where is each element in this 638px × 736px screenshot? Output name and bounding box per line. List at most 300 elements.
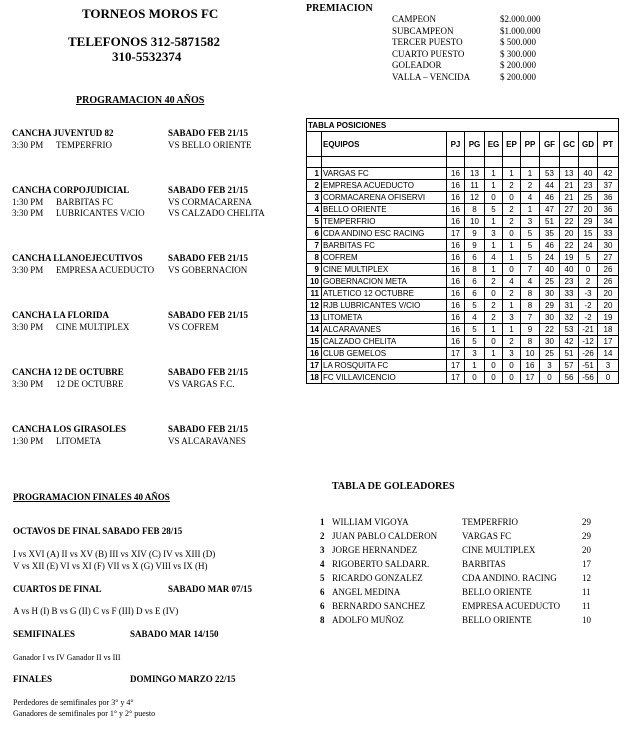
spacer-cell xyxy=(560,157,579,168)
scorer-rank: 2 xyxy=(320,531,325,541)
stat-gd: -26 xyxy=(579,348,598,360)
stat-pg: 6 xyxy=(465,252,485,264)
stat-gc: 51 xyxy=(560,348,579,360)
standings-row xyxy=(307,324,619,336)
column-header: GF xyxy=(540,132,560,157)
team-position: 3 xyxy=(307,192,322,204)
scorer-team: BARBITAS xyxy=(462,559,506,569)
scorer-rank: 8 xyxy=(320,615,325,625)
team-position: 9 xyxy=(307,264,322,276)
stat-ep: 1 xyxy=(503,240,521,252)
team-name: LITOMETA xyxy=(322,312,447,324)
standings-row xyxy=(307,276,619,288)
stat-pt: 36 xyxy=(598,192,619,204)
stat-pt: 36 xyxy=(598,204,619,216)
finales-date: DOMINGO MARZO 22/15 xyxy=(130,674,236,684)
finales-label: FINALES xyxy=(13,674,53,684)
venue-date: SABADO FEB 21/15 xyxy=(168,128,249,138)
standings-row xyxy=(307,288,619,300)
prize-label: GOLEADOR xyxy=(392,60,442,70)
scorer-rank: 6 xyxy=(320,587,325,597)
stat-pt: 30 xyxy=(598,240,619,252)
spacer-cell xyxy=(521,157,540,168)
stat-pj: 16 xyxy=(447,240,465,252)
stat-gd: 5 xyxy=(579,252,598,264)
venue-date: SABADO FEB 21/15 xyxy=(168,424,249,434)
stat-ep: 1 xyxy=(503,300,521,312)
page-title: TORNEOS MOROS FC xyxy=(82,6,219,21)
stat-gf: 40 xyxy=(540,264,560,276)
column-header: EQUIPOS xyxy=(322,132,447,157)
stat-ep: 1 xyxy=(503,324,521,336)
stat-gd: -2 xyxy=(579,300,598,312)
stat-ep: 3 xyxy=(503,312,521,324)
prize-label: SUBCAMPEON xyxy=(392,25,454,36)
stat-gd: 40 xyxy=(579,168,598,180)
prize-amount: $ 200.000 xyxy=(500,71,536,82)
scorer-goals: 11 xyxy=(582,587,591,597)
match-home-team: LUBRICANTES V/CIO xyxy=(56,208,145,218)
scorer-goals: 17 xyxy=(582,559,591,569)
match-away-team: VS GOBERNACION xyxy=(168,265,248,275)
team-position: 13 xyxy=(307,312,322,324)
finals-note-2: Ganadores de semifinales por 1° y 2° puesto xyxy=(13,709,156,718)
stat-pj: 16 xyxy=(447,324,465,336)
venue-name: CANCHA LA FLORIDA xyxy=(12,310,110,320)
standings-row xyxy=(307,312,619,324)
stat-gd: 29 xyxy=(579,216,598,228)
stat-gf: 30 xyxy=(540,336,560,348)
standings-row xyxy=(307,168,619,180)
scorer-goals: 20 xyxy=(582,545,591,555)
team-name: BELLO ORIENTE xyxy=(322,204,447,216)
scorer-rank: 6 xyxy=(320,601,325,611)
stat-ep: 0 xyxy=(503,228,521,240)
stat-gf: 47 xyxy=(540,204,560,216)
octavos-line-1: I vs XVI (A) II vs XV (B) III vs XIV (C) IV vs XIII (D) xyxy=(13,549,216,559)
venue-date: SABADO FEB 21/15 xyxy=(168,310,249,320)
stat-gf: 30 xyxy=(540,288,560,300)
team-name: RJB LUBRICANTES V/CIO xyxy=(322,300,447,312)
stat-gf: 29 xyxy=(540,300,560,312)
stat-pp: 7 xyxy=(521,264,540,276)
standings-row xyxy=(307,192,619,204)
stat-pt: 34 xyxy=(598,216,619,228)
stat-ep: 3 xyxy=(503,348,521,360)
stat-pt: 20 xyxy=(598,300,619,312)
finals-title: PROGRAMACION FINALES 40 AÑOS xyxy=(13,492,170,502)
stat-eg: 2 xyxy=(485,276,503,288)
prize-amount: $ 500.000 xyxy=(500,37,536,47)
stat-pg: 8 xyxy=(465,204,485,216)
stat-ep: 2 xyxy=(503,288,521,300)
stat-gd: -12 xyxy=(579,336,598,348)
team-position: 12 xyxy=(307,300,322,312)
match-time: 3:30 PM xyxy=(12,140,44,150)
team-name: ALCARAVANES xyxy=(322,324,447,336)
stat-gf: 35 xyxy=(540,228,560,240)
semis-label: SEMIFINALES xyxy=(13,629,76,639)
stat-pj: 16 xyxy=(447,312,465,324)
stat-pt: 17 xyxy=(598,336,619,348)
team-position: 1 xyxy=(307,168,322,180)
stat-pj: 16 xyxy=(447,192,465,204)
scorer-rank: 1 xyxy=(320,517,325,527)
stat-gc: 53 xyxy=(560,324,579,336)
standings-row xyxy=(307,336,619,348)
stat-pg: 8 xyxy=(465,264,485,276)
scorer-team: TEMPERFRIO xyxy=(462,517,519,527)
stat-gd: -21 xyxy=(579,324,598,336)
team-name: GOBERNACION META xyxy=(322,276,447,288)
scorer-team: CINE MULTIPLEX xyxy=(462,545,536,555)
match-home-team: LITOMETA xyxy=(56,436,102,446)
scorer-goals: 29 xyxy=(582,517,591,527)
venue-date: SABADO FEB 21/15 xyxy=(168,185,249,195)
stat-eg: 1 xyxy=(485,324,503,336)
stat-gd: 24 xyxy=(579,240,598,252)
standings-table xyxy=(306,118,619,384)
scorer-rank: 4 xyxy=(320,559,325,569)
stat-eg: 0 xyxy=(485,288,503,300)
standings-row xyxy=(307,360,619,372)
stat-gf: 53 xyxy=(540,168,560,180)
stat-ep: 1 xyxy=(503,168,521,180)
match-home-team: EMPRESA ACUEDUCTO xyxy=(56,265,155,275)
octavos-label: OCTAVOS DE FINAL SABADO FEB 28/15 xyxy=(13,526,183,536)
stat-gd: -51 xyxy=(579,360,598,372)
stat-ep: 2 xyxy=(503,336,521,348)
team-position: 14 xyxy=(307,324,322,336)
stat-pg: 0 xyxy=(465,372,485,384)
stat-pt: 42 xyxy=(598,168,619,180)
scorer-rank: 5 xyxy=(320,573,325,583)
stat-gc: 31 xyxy=(560,300,579,312)
stat-pg: 11 xyxy=(465,180,485,192)
scorer-rank: 3 xyxy=(320,545,325,555)
team-name: ATLETICO 12 OCTUBRE xyxy=(322,288,447,300)
stat-gc: 22 xyxy=(560,240,579,252)
stat-gf: 51 xyxy=(540,216,560,228)
stat-gc: 23 xyxy=(560,276,579,288)
venue-name: CANCHA LOS GIRASOLES xyxy=(12,424,127,434)
spacer-cell xyxy=(485,157,503,168)
spacer-cell xyxy=(598,157,619,168)
team-name: LA ROSQUITA FC xyxy=(322,360,447,372)
stat-pt: 18 xyxy=(598,324,619,336)
team-position: 17 xyxy=(307,360,322,372)
stat-gc: 22 xyxy=(560,216,579,228)
scorers-title: TABLA DE GOLEADORES xyxy=(332,481,455,492)
stat-pg: 6 xyxy=(465,276,485,288)
stat-pj: 16 xyxy=(447,288,465,300)
stat-eg: 1 xyxy=(485,264,503,276)
stat-eg: 1 xyxy=(485,348,503,360)
scorer-team: BELLO ORIENTE xyxy=(462,587,532,597)
venue-date: SABADO FEB 21/15 xyxy=(168,367,249,377)
team-position: 18 xyxy=(307,372,322,384)
standings-row xyxy=(307,264,619,276)
scorer-name: JUAN PABLO CALDERON xyxy=(332,531,438,541)
stat-gc: 19 xyxy=(560,252,579,264)
stat-pg: 13 xyxy=(465,168,485,180)
column-header: EG xyxy=(485,132,503,157)
prize-amount: $1.000.000 xyxy=(500,25,541,36)
scorer-name: RICARDO GONZALEZ xyxy=(332,573,423,583)
stat-pg: 4 xyxy=(465,312,485,324)
team-name: FC VILLAVICENCIO xyxy=(322,372,447,384)
stat-pg: 10 xyxy=(465,216,485,228)
stat-gf: 25 xyxy=(540,348,560,360)
team-position: 15 xyxy=(307,336,322,348)
stat-ep: 0 xyxy=(503,360,521,372)
scorer-goals: 29 xyxy=(582,531,591,541)
stat-eg: 4 xyxy=(485,252,503,264)
team-position: 16 xyxy=(307,348,322,360)
stat-pg: 5 xyxy=(465,324,485,336)
standings-title: TABLA POSICIONES xyxy=(307,119,619,132)
stat-pp: 1 xyxy=(521,204,540,216)
match-home-team: CINE MULTIPLEX xyxy=(56,322,130,332)
column-header: PG xyxy=(465,132,485,157)
scorer-team: EMPRESA ACUEDUCTO xyxy=(462,601,561,611)
match-time: 1:30 PM xyxy=(12,197,44,207)
stat-gf: 25 xyxy=(540,276,560,288)
stat-gc: 20 xyxy=(560,228,579,240)
team-name: BARBITAS FC xyxy=(322,240,447,252)
stat-eg: 2 xyxy=(485,312,503,324)
scorer-team: VARGAS FC xyxy=(462,531,512,541)
stat-pg: 5 xyxy=(465,300,485,312)
prize-amount: $ 300.000 xyxy=(500,48,536,59)
stat-pj: 16 xyxy=(447,300,465,312)
stat-pt: 27 xyxy=(598,252,619,264)
stat-ep: 1 xyxy=(503,252,521,264)
stat-pg: 9 xyxy=(465,228,485,240)
column-header: PT xyxy=(598,132,619,157)
prizes-title: PREMIACION xyxy=(306,3,373,14)
stat-pp: 16 xyxy=(521,360,540,372)
stat-pt: 3 xyxy=(598,360,619,372)
stat-gf: 24 xyxy=(540,252,560,264)
stat-pj: 16 xyxy=(447,276,465,288)
stat-pp: 8 xyxy=(521,300,540,312)
team-name: CORMACARENA OFISERVI xyxy=(322,192,447,204)
stat-gc: 27 xyxy=(560,204,579,216)
scorer-name: RIGOBERTO SALDARR. xyxy=(332,559,430,569)
stat-gc: 40 xyxy=(560,264,579,276)
standings-spacer-row xyxy=(307,157,619,168)
stat-pp: 4 xyxy=(521,192,540,204)
team-name: CINE MULTIPLEX xyxy=(322,264,447,276)
prize-label: CUARTO PUESTO xyxy=(392,48,465,59)
stat-pt: 20 xyxy=(598,288,619,300)
spacer-cell xyxy=(503,157,521,168)
cuartos-date: SABADO MAR 07/15 xyxy=(168,584,253,594)
spacer-cell xyxy=(447,157,465,168)
scorer-goals: 11 xyxy=(582,601,591,611)
standings-row xyxy=(307,216,619,228)
match-time: 3:30 PM xyxy=(12,265,44,275)
stat-pp: 4 xyxy=(521,276,540,288)
stat-pg: 12 xyxy=(465,192,485,204)
stat-gd: -2 xyxy=(579,312,598,324)
team-name: TEMPERFRIO xyxy=(322,216,447,228)
stat-gf: 0 xyxy=(540,372,560,384)
stat-ep: 0 xyxy=(503,192,521,204)
match-time: 3:30 PM xyxy=(12,208,44,218)
venue-name: CANCHA 12 DE OCTUBRE xyxy=(12,367,124,377)
stat-gd: 20 xyxy=(579,204,598,216)
stat-gc: 42 xyxy=(560,336,579,348)
stat-eg: 1 xyxy=(485,180,503,192)
standings-row xyxy=(307,348,619,360)
stat-pj: 16 xyxy=(447,264,465,276)
stat-pt: 26 xyxy=(598,276,619,288)
stat-ep: 2 xyxy=(503,204,521,216)
stat-gd: -3 xyxy=(579,288,598,300)
scorer-name: WILLIAM VIGOYA xyxy=(332,517,409,527)
stat-gd: 2 xyxy=(579,276,598,288)
schedule-title: PROGRAMACION 40 AÑOS xyxy=(76,95,205,106)
stat-eg: 5 xyxy=(485,204,503,216)
stat-pj: 16 xyxy=(447,180,465,192)
stat-pp: 1 xyxy=(521,168,540,180)
prize-label: CAMPEON xyxy=(392,14,437,24)
stat-pp: 10 xyxy=(521,348,540,360)
stat-pg: 1 xyxy=(465,360,485,372)
stat-pt: 37 xyxy=(598,180,619,192)
stat-eg: 2 xyxy=(485,300,503,312)
octavos-line-2: V vs XII (E) VI vs XI (F) VII vs X (G) VIII vs IX (H) xyxy=(13,561,208,571)
stat-gf: 46 xyxy=(540,192,560,204)
team-name: CLUB GEMELOS xyxy=(322,348,447,360)
stat-pt: 0 xyxy=(598,372,619,384)
stat-gf: 22 xyxy=(540,324,560,336)
prize-label: TERCER PUESTO xyxy=(392,37,463,47)
stat-ep: 4 xyxy=(503,276,521,288)
team-name: COFREM xyxy=(322,252,447,264)
stat-pp: 2 xyxy=(521,180,540,192)
scorer-name: JORGE HERNANDEZ xyxy=(332,545,418,555)
team-position: 4 xyxy=(307,204,322,216)
stat-gc: 21 xyxy=(560,180,579,192)
stat-gf: 46 xyxy=(540,240,560,252)
scorer-name: BERNARDO SANCHEZ xyxy=(332,601,426,611)
stat-pj: 17 xyxy=(447,348,465,360)
stat-gc: 33 xyxy=(560,288,579,300)
stat-eg: 1 xyxy=(485,240,503,252)
match-away-team: VS VARGAS F.C. xyxy=(168,379,235,389)
team-name: CALZADO CHELITA xyxy=(322,336,447,348)
stat-pt: 26 xyxy=(598,264,619,276)
standings-row xyxy=(307,372,619,384)
stat-pp: 5 xyxy=(521,240,540,252)
prize-amount: $2.000.000 xyxy=(500,14,541,24)
column-header: GC xyxy=(560,132,579,157)
column-header: EP xyxy=(503,132,521,157)
stat-ep: 0 xyxy=(503,372,521,384)
standings-row xyxy=(307,300,619,312)
stat-pj: 16 xyxy=(447,252,465,264)
match-away-team: VS BELLO ORIENTE xyxy=(168,140,252,150)
team-name: CDA ANDINO ESC RACING xyxy=(322,228,447,240)
match-home-team: 12 DE OCTUBRE xyxy=(56,379,124,389)
venue-date: SABADO FEB 21/15 xyxy=(168,253,249,263)
match-time: 1:30 PM xyxy=(12,436,44,446)
stat-ep: 0 xyxy=(503,264,521,276)
team-position: 8 xyxy=(307,252,322,264)
column-header: GD xyxy=(579,132,598,157)
stat-gd: 23 xyxy=(579,180,598,192)
team-name: EMPRESA ACUEDUCTO xyxy=(322,180,447,192)
stat-pj: 16 xyxy=(447,168,465,180)
phone-number-2: 310-5532374 xyxy=(112,49,182,64)
stat-pg: 6 xyxy=(465,288,485,300)
stat-pp: 3 xyxy=(521,216,540,228)
match-away-team: VS ALCARAVANES xyxy=(168,436,246,446)
venue-name: CANCHA CORPOJUDICIAL xyxy=(12,185,130,195)
match-away-team: VS COFREM xyxy=(168,322,219,332)
stat-pg: 5 xyxy=(465,336,485,348)
standings-row xyxy=(307,180,619,192)
team-position: 7 xyxy=(307,240,322,252)
stat-gc: 21 xyxy=(560,192,579,204)
stat-eg: 1 xyxy=(485,216,503,228)
stat-eg: 0 xyxy=(485,360,503,372)
stat-pt: 19 xyxy=(598,312,619,324)
scorer-name: ADOLFO MUÑOZ xyxy=(332,615,404,625)
stat-gc: 57 xyxy=(560,360,579,372)
spacer-cell xyxy=(307,157,322,168)
stat-pj: 16 xyxy=(447,204,465,216)
scorer-goals: 10 xyxy=(582,615,591,625)
stat-gc: 13 xyxy=(560,168,579,180)
match-time: 3:30 PM xyxy=(12,322,44,332)
standings-row xyxy=(307,228,619,240)
column-header: PP xyxy=(521,132,540,157)
stat-gc: 56 xyxy=(560,372,579,384)
stat-eg: 0 xyxy=(485,372,503,384)
stat-pp: 5 xyxy=(521,228,540,240)
stat-gd: 25 xyxy=(579,192,598,204)
stat-pg: 3 xyxy=(465,348,485,360)
team-position: 2 xyxy=(307,180,322,192)
column-header: PJ xyxy=(447,132,465,157)
team-position: 11 xyxy=(307,288,322,300)
semis-line: Ganador I vs IV Ganador II vs III xyxy=(13,653,121,662)
stat-pt: 33 xyxy=(598,228,619,240)
stat-gd: 0 xyxy=(579,264,598,276)
team-position: 5 xyxy=(307,216,322,228)
stat-gd: -56 xyxy=(579,372,598,384)
team-position: 6 xyxy=(307,228,322,240)
standings-row xyxy=(307,240,619,252)
stat-pj: 17 xyxy=(447,372,465,384)
venue-name: CANCHA LLANOEJECUTIVOS xyxy=(12,253,143,263)
stat-gf: 3 xyxy=(540,360,560,372)
stat-pj: 17 xyxy=(447,360,465,372)
scorer-team: BELLO ORIENTE xyxy=(462,615,532,625)
stat-pj: 16 xyxy=(447,336,465,348)
standings-row xyxy=(307,204,619,216)
stat-eg: 1 xyxy=(485,168,503,180)
match-home-team: TEMPERFRIO xyxy=(56,140,113,150)
stat-gf: 30 xyxy=(540,312,560,324)
stat-gf: 44 xyxy=(540,180,560,192)
stat-ep: 2 xyxy=(503,180,521,192)
standings-row xyxy=(307,252,619,264)
